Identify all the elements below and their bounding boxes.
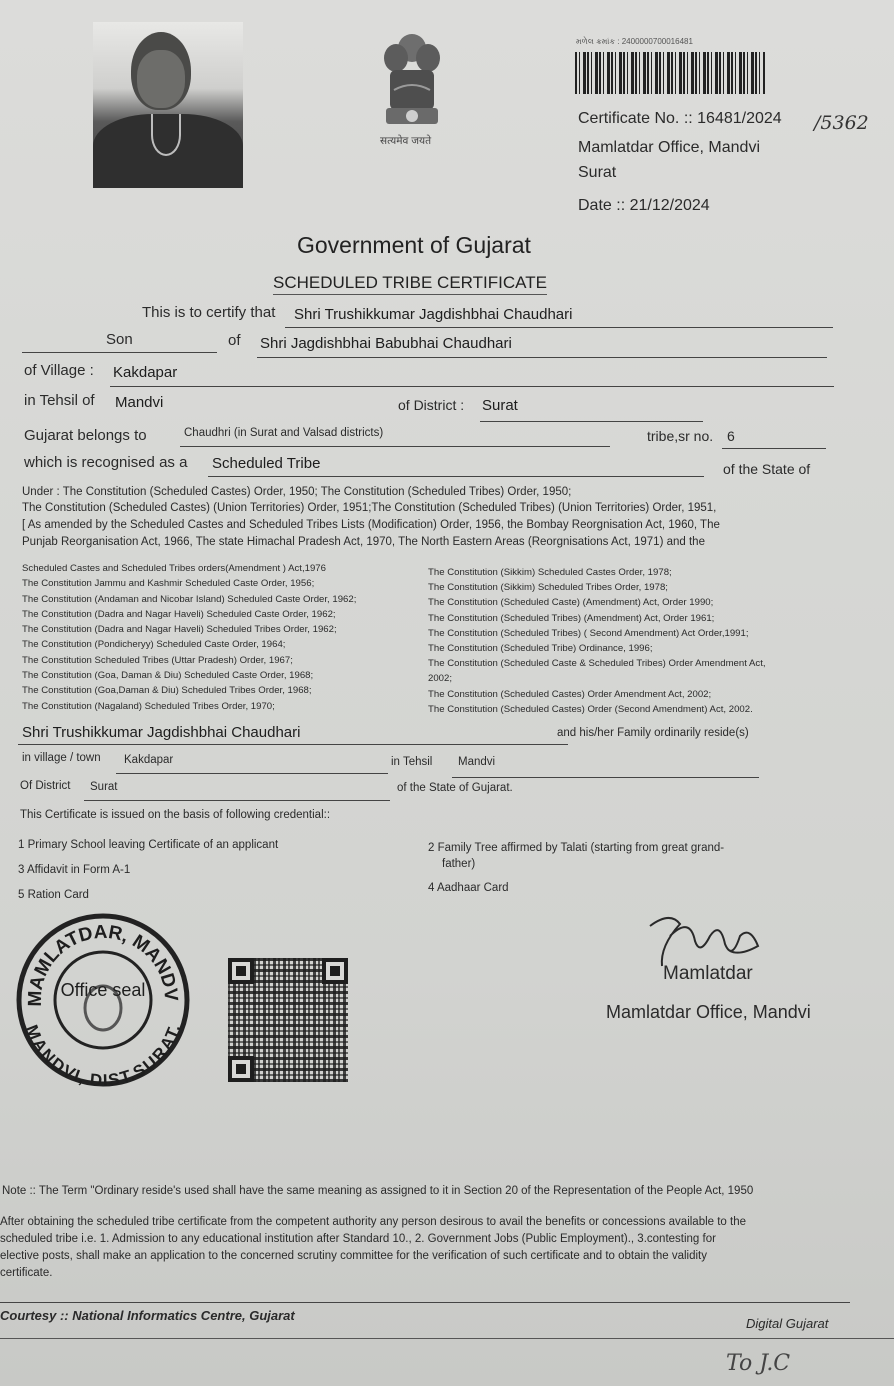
residence-tehsil-label: in Tehsil (391, 756, 433, 768)
note-scrutiny (0, 1214, 746, 1282)
order-item: The Constitution (Scheduled Castes) Order Amendment Act, 2002; (428, 688, 712, 700)
credential-1: 1 Primary School leaving Certificate of an applicant (18, 839, 279, 851)
certificate-date: Date :: 21/12/2024 (578, 197, 710, 214)
residence-state: of the State of Gujarat. (397, 782, 513, 794)
svg-text:MANDVI, DIST.SURAT. (22, 1022, 184, 1088)
photo-chain (151, 114, 181, 156)
residence-tehsil: Mandvi (458, 756, 496, 768)
order-item: The Constitution (Scheduled Tribes) ( Second Amendment) Act Order,1991; (428, 627, 749, 639)
office-seal-stamp (15, 912, 191, 1088)
credential-5: 5 Ration Card (18, 889, 89, 901)
barcode (575, 52, 765, 94)
divider (257, 357, 827, 358)
divider (722, 448, 826, 449)
residence-name: Shri Trushikkumar Jagdishbhai Chaudhari (22, 724, 301, 741)
tehsil-label: in Tehsil of (24, 392, 95, 409)
tehsil-value: Mandvi (115, 394, 164, 411)
order-item: The Constitution Scheduled Tribes (Uttar Pradesh) Order, 1967; (22, 654, 293, 666)
tribe-sr-value: 6 (727, 428, 735, 444)
divider (480, 421, 703, 422)
handwritten-note: To J.C (726, 1351, 791, 1376)
note-line: scheduled tribe i.e. 1. Admission to any educational institution after Standard 10., 2. Government Jobs (Public Employment)., 3.contesting for (0, 1233, 716, 1245)
certificate-number: Certificate No. :: 16481/2024 (578, 110, 782, 127)
order-item: The Constitution (Dadra and Nagar Haveli) Scheduled Caste Order, 1962; (22, 608, 336, 620)
village-value: Kakdapar (113, 364, 178, 381)
barcode-text: મળેલ ક્રમાંક : 2400000700016481 (576, 37, 693, 46)
order-item: The Constitution (Sikkim) Scheduled Tribes Order, 1978; (428, 582, 668, 594)
community-value: Chaudhri (in Surat and Valsad districts) (184, 427, 384, 439)
note-line: elective posts, shall make an application to the concerned scrutiny committee for the verification of such certificate and to obtain the validity (0, 1250, 707, 1262)
order-item: The Constitution (Andaman and Nicobar Island) Scheduled Caste Order, 1962; (22, 593, 357, 605)
digital-gujarat: Digital Gujarat (746, 1316, 829, 1331)
header-city: Surat (578, 164, 617, 181)
note-line: certificate. (0, 1267, 53, 1279)
divider (22, 352, 217, 353)
emblem-motto: सत्यमेव जयते (380, 135, 432, 147)
divider (452, 777, 759, 778)
state-label: of the State of (723, 461, 811, 477)
village-label: of Village : (24, 362, 94, 379)
under-line-4: Punjab Reorganisation Act, 1966, The state Himachal Pradesh Act, 1970, The North Eastern Areas (Reorgnisations Act, 1971) and the (22, 536, 705, 548)
order-item: The Constitution Jammu and Kashmir Scheduled Caste Order, 1956; (22, 578, 315, 590)
national-emblem-icon (372, 30, 452, 150)
father-name: Shri Jagdishbhai Babubhai Chaudhari (260, 335, 512, 352)
order-item: The Constitution (Scheduled Caste & Scheduled Tribes) Order Amendment Act, (428, 658, 766, 670)
order-item: The Constitution (Sikkim) Scheduled Castes Order, 1978; (428, 567, 672, 578)
order-item: The Constitution (Scheduled Tribes) (Amendment) Act, Order 1961; (428, 612, 715, 624)
certificate-title: SCHEDULED TRIBE CERTIFICATE (273, 273, 547, 295)
qr-finder (228, 958, 254, 984)
order-item: The Constitution (Scheduled Tribe) Ordinance, 1996; (428, 643, 653, 655)
signatory-office: Mamlatdar Office, Mandvi (606, 1002, 811, 1022)
district-label: of District : (398, 397, 465, 413)
relation: Son (106, 331, 133, 348)
seal-bottom-text: MANDVI, DIST.SURAT. (21, 1022, 185, 1088)
footer-divider (0, 1302, 850, 1303)
order-item: The Constitution (Nagaland) Scheduled Tribes Order, 1970; (22, 700, 275, 712)
note-ordinary-reside: Note :: The Term "Ordinary reside's used shall have the same meaning as assigned to it in Section 20 of the Representation of the People Act, 1950 (2, 1185, 754, 1197)
note-line: After obtaining the scheduled tribe certificate from the competent authority any person desirous to avail the benefits or concessions available to the (0, 1216, 747, 1228)
under-line-1: Under : The Constitution (Scheduled Castes) Order, 1950; The Constitution (Scheduled Tribes) Order, 1950; (22, 486, 572, 498)
of-label: of (228, 332, 241, 349)
qr-finder (322, 958, 348, 984)
reside-label: and his/her Family ordinarily reside(s) (557, 727, 749, 739)
divider (285, 327, 833, 328)
divider (84, 800, 390, 801)
residence-village-label: in village / town (22, 752, 101, 764)
applicant-name: Shri Trushikkumar Jagdishbhai Chaudhari (294, 306, 573, 323)
credential-4: 4 Aadhaar Card (428, 882, 509, 894)
order-item: The Constitution (Dadra and Nagar Haveli) Scheduled Tribes Order, 1962; (22, 624, 337, 636)
qr-finder (228, 1056, 254, 1082)
applicant-photo (93, 22, 243, 188)
certify-label: This is to certify that (142, 304, 276, 321)
credential-3: 3 Affidavit in Form A-1 (18, 864, 131, 876)
tribe-sr-label: tribe,sr no. (647, 428, 714, 444)
residence-district: Surat (90, 781, 118, 793)
order-item: Scheduled Castes and Scheduled Tribes orders(Amendment ) Act,1976 (22, 563, 326, 574)
signatory-title: Mamlatdar (663, 963, 753, 984)
seal-top-text: MAMLATDAR, MANDV (24, 921, 182, 1007)
basis-text: This Certificate is issued on the basis of following credential:: (20, 809, 331, 821)
seal-center-text: Office seal (60, 980, 146, 1000)
recognised-label: which is recognised as a (24, 454, 188, 471)
residence-district-label: Of District (20, 780, 71, 792)
district-value: Surat (482, 397, 518, 414)
orders-left-list (22, 561, 356, 714)
recognised-value: Scheduled Tribe (212, 455, 321, 472)
divider (110, 386, 834, 387)
divider (116, 773, 388, 774)
orders-right-list (428, 565, 766, 717)
credential-2: 2 Family Tree affirmed by Talati (starting from great grand- (428, 842, 725, 854)
credential-2-cont: father) (442, 858, 476, 870)
qr-code (228, 958, 348, 1082)
handwritten-number: /5362 (814, 112, 869, 134)
order-item: The Constitution (Scheduled Caste) (Amendment) Act, Order 1990; (428, 597, 714, 609)
under-line-2: The Constitution (Scheduled Castes) (Union Territories) Order, 1951;The Constitution (Scheduled Tribes) (Union Territories) Order, 1951, (22, 502, 717, 514)
belongs-label: Gujarat belongs to (24, 427, 147, 444)
order-item: 2002; (428, 673, 453, 685)
courtesy-text: Courtesy :: National Informatics Centre, Gujarat (0, 1308, 295, 1323)
photo-face (137, 50, 185, 108)
order-item: The Constitution (Goa,Daman & Diu) Scheduled Tribes Order, 1968; (22, 685, 312, 697)
under-line-3: [ As amended by the Scheduled Castes and Scheduled Tribes Lists (Modification) Order, 1956, the Bombay Reorgnisation Act, 1960, The (22, 519, 720, 531)
header-office: Mamlatdar Office, Mandvi (578, 139, 760, 156)
divider (208, 476, 704, 477)
order-item: The Constitution (Scheduled Castes) Order (Second Amendment) Act, 2002. (428, 703, 753, 715)
order-item: The Constitution (Goa, Daman & Diu) Scheduled Caste Order, 1968; (22, 670, 314, 682)
divider (18, 744, 568, 745)
order-item: The Constitution (Pondicheryy) Scheduled Caste Order, 1964; (22, 639, 286, 651)
footer-divider (0, 1338, 894, 1339)
divider (180, 446, 610, 447)
residence-village: Kakdapar (124, 754, 174, 766)
government-title: Government of Gujarat (297, 232, 531, 258)
